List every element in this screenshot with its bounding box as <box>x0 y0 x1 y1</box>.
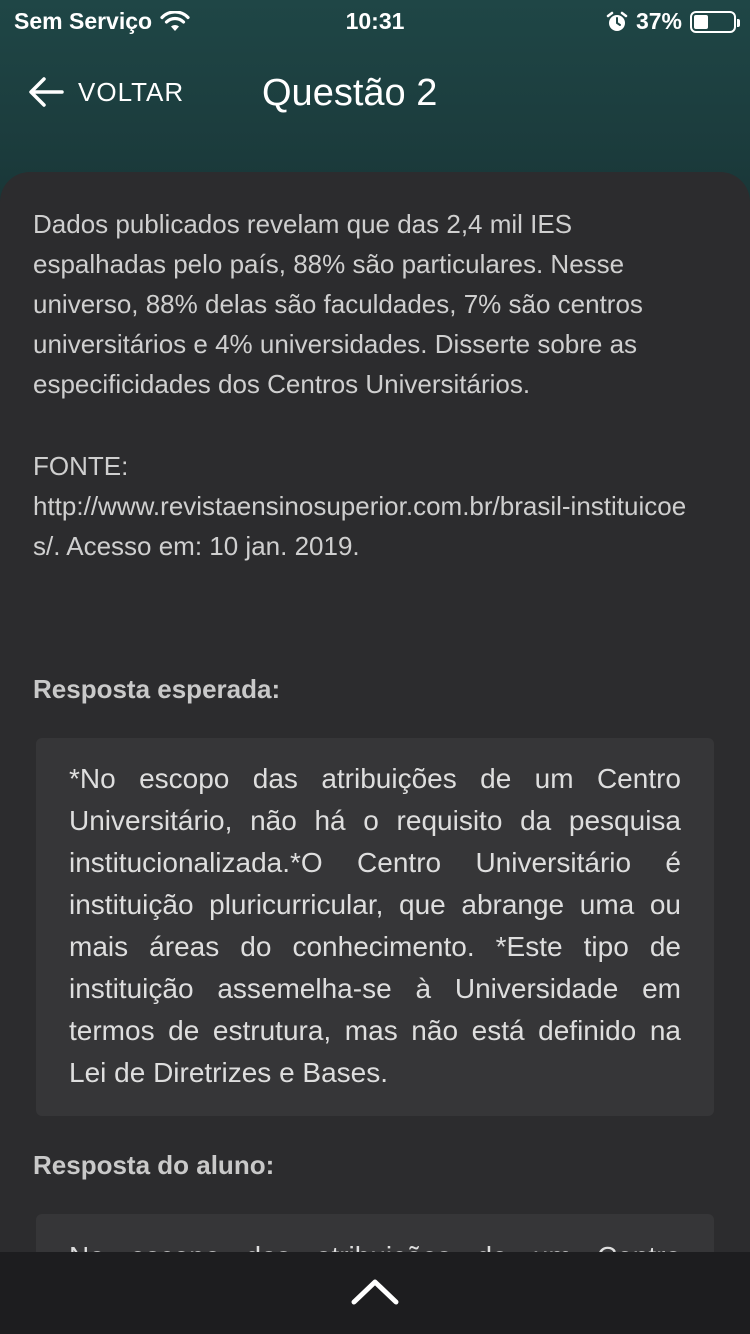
status-right <box>606 8 736 35</box>
battery-percent: 37% <box>635 8 682 34</box>
status-bar <box>0 0 750 40</box>
battery-icon <box>690 11 736 33</box>
bottom-bar <box>0 1252 750 1334</box>
student-answer-label: Resposta do aluno: <box>33 1150 275 1180</box>
source-url: http://www.revistaensinosuperior.com.br/brasil-instituicoes/. Acesso em: 10 jan. 2019. <box>33 491 687 561</box>
source-block <box>33 446 693 566</box>
arrow-left-icon <box>28 76 64 108</box>
page-title: Questão 2 <box>262 72 438 114</box>
expected-answer-text: *No escopo das atribuições de um Centro Universitário, não há o requisito da pesquisa institucionalizada.*O Centro Universitário é instituição pluricurricular, que abrange uma ou mais áreas do conhecimento. *Este tipo de instituição assemelha-se à Universidade em termos de estrutura, mas não está definido na Lei de Diretrizes e Bases. <box>69 763 681 1088</box>
expected-answer-box <box>36 738 714 1116</box>
carrier-label: Sem Serviço <box>14 8 153 34</box>
expected-answer-label: Resposta esperada: <box>33 674 281 704</box>
status-time: 10:31 <box>345 8 405 34</box>
battery-cap <box>737 19 740 27</box>
back-label: VOLTAR <box>78 76 185 107</box>
question-text: Dados publicados revelam que das 2,4 mil IES espalhadas pelo país, 88% são particulares. Nesse universo, 88% delas são faculdades, 7% são centros universitários e 4% universidades. Disserte sobre as especificidades dos Centros Universitários. <box>33 209 643 399</box>
source-label: FONTE: <box>33 451 129 481</box>
expand-button[interactable] <box>348 1274 402 1310</box>
battery-fill <box>694 15 708 29</box>
back-button[interactable] <box>28 76 184 108</box>
chevron-up-icon <box>348 1274 402 1310</box>
alarm-icon <box>606 11 628 33</box>
nav-bar <box>0 60 750 136</box>
